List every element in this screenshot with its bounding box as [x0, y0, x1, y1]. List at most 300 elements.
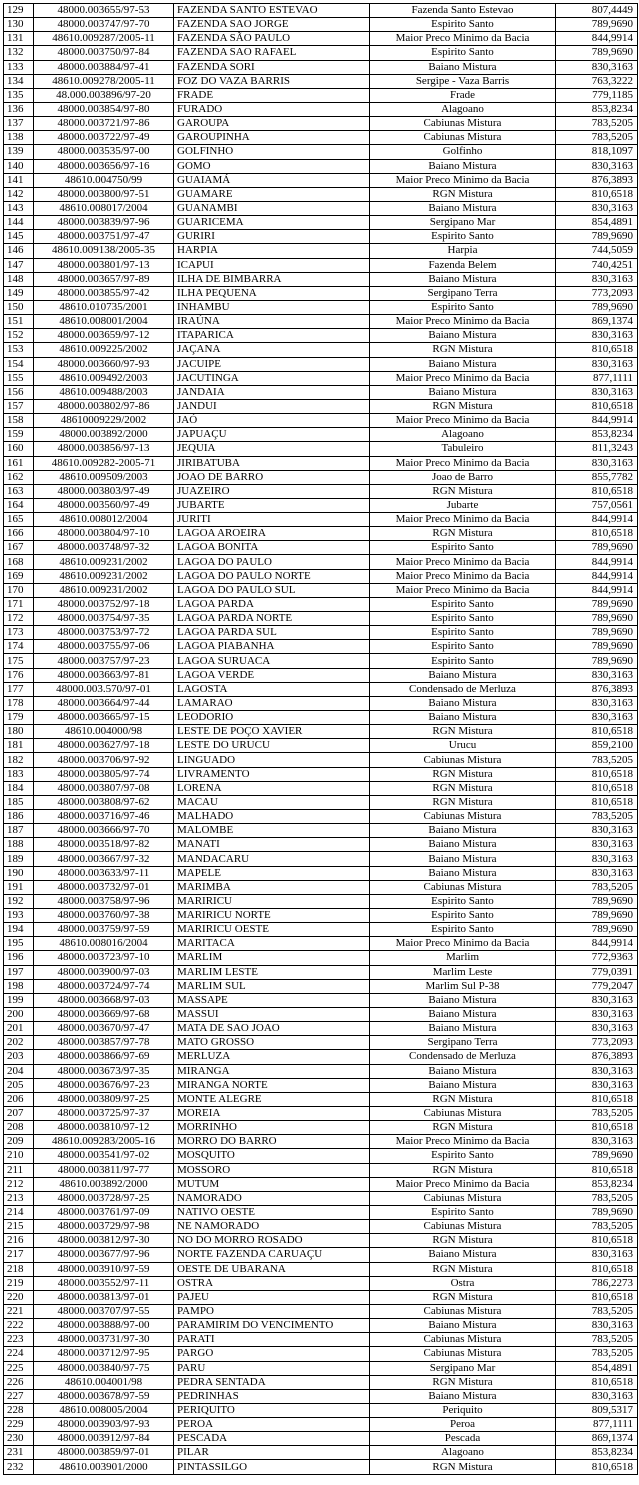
process-number: 48000.003856/97-13: [34, 442, 174, 456]
reference-oil: Pescada: [370, 1432, 556, 1446]
row-number: 133: [4, 60, 34, 74]
row-number: 179: [4, 711, 34, 725]
price-value: 810,6518: [556, 343, 638, 357]
field-name: PEDRA SENTADA: [174, 1375, 370, 1389]
table-row: [4, 1177, 638, 1191]
process-number: 48000.003759/97-59: [34, 923, 174, 937]
field-name: GUARICEMA: [174, 216, 370, 230]
table-row: [4, 88, 638, 102]
reference-oil: Alagoano: [370, 428, 556, 442]
table-row: [4, 1460, 638, 1474]
field-name: NO DO MORRO ROSADO: [174, 1234, 370, 1248]
price-value: 830,3163: [556, 1319, 638, 1333]
reference-oil: Fazenda Belem: [370, 258, 556, 272]
row-number: 232: [4, 1460, 34, 1474]
field-name: NE NAMORADO: [174, 1220, 370, 1234]
field-name: HARPIA: [174, 244, 370, 258]
field-name: PESCADA: [174, 1432, 370, 1446]
row-number: 135: [4, 88, 34, 102]
row-number: 170: [4, 583, 34, 597]
field-name: JIRIBATUBA: [174, 456, 370, 470]
row-number: 226: [4, 1375, 34, 1389]
row-number: 227: [4, 1389, 34, 1403]
price-value: 789,9690: [556, 46, 638, 60]
process-number: 48000.003812/97-30: [34, 1234, 174, 1248]
field-name: MUTUM: [174, 1177, 370, 1191]
row-number: 164: [4, 498, 34, 512]
reference-oil: Maior Preco Minimo da Bacia: [370, 583, 556, 597]
field-name: JAÇANA: [174, 343, 370, 357]
row-number: 211: [4, 1163, 34, 1177]
process-number: 48610.009282-2005-71: [34, 456, 174, 470]
table-row: [4, 1276, 638, 1290]
process-number: 48610.008005/2004: [34, 1403, 174, 1417]
reference-oil: Sergipano Mar: [370, 1361, 556, 1375]
price-value: 783,5205: [556, 1191, 638, 1205]
field-name: PILAR: [174, 1446, 370, 1460]
table-row: [4, 569, 638, 583]
table-row: [4, 1432, 638, 1446]
field-name: MIRANGA NORTE: [174, 1078, 370, 1092]
process-number: 48610.008016/2004: [34, 937, 174, 951]
row-number: 191: [4, 880, 34, 894]
row-number: 161: [4, 456, 34, 470]
table-row: [4, 612, 638, 626]
reference-oil: Espirito Santo: [370, 654, 556, 668]
price-value: 810,6518: [556, 1234, 638, 1248]
row-number: 154: [4, 357, 34, 371]
field-name: PARATI: [174, 1333, 370, 1347]
reference-oil: Maior Preco Minimo da Bacia: [370, 173, 556, 187]
price-value: 779,0391: [556, 965, 638, 979]
field-name: LAGOA SURUACA: [174, 654, 370, 668]
price-value: 830,3163: [556, 824, 638, 838]
row-number: 230: [4, 1432, 34, 1446]
reference-oil: Sergipe - Vaza Barris: [370, 74, 556, 88]
table-row: [4, 767, 638, 781]
process-number: 48000.003659/97-12: [34, 329, 174, 343]
field-name: NATIVO OESTE: [174, 1205, 370, 1219]
row-number: 138: [4, 131, 34, 145]
process-number: 48000.003755/97-06: [34, 640, 174, 654]
process-number: 48000.003747/97-70: [34, 18, 174, 32]
field-name: FAZENDA SAO JORGE: [174, 18, 370, 32]
reference-oil: Baiano Mistura: [370, 696, 556, 710]
reference-oil: RGN Mistura: [370, 1290, 556, 1304]
process-number: 48610.009225/2002: [34, 343, 174, 357]
price-value: 740,4251: [556, 258, 638, 272]
price-value: 876,3893: [556, 1050, 638, 1064]
field-name: LAGOA VERDE: [174, 668, 370, 682]
reference-oil: Espirito Santo: [370, 230, 556, 244]
table-row: [4, 541, 638, 555]
price-value: 763,3222: [556, 74, 638, 88]
table-row: [4, 357, 638, 371]
field-name: ILHA DE BIMBARRA: [174, 272, 370, 286]
price-value: 830,3163: [556, 1007, 638, 1021]
process-number: 48000.003910/97-59: [34, 1262, 174, 1276]
price-value: 876,3893: [556, 173, 638, 187]
row-number: 197: [4, 965, 34, 979]
reference-oil: Jubarte: [370, 498, 556, 512]
row-number: 189: [4, 852, 34, 866]
field-name: MARIMBA: [174, 880, 370, 894]
field-name: PAJEU: [174, 1290, 370, 1304]
price-value: 810,6518: [556, 725, 638, 739]
price-value: 789,9690: [556, 626, 638, 640]
process-number: 48610.004000/98: [34, 725, 174, 739]
process-number: 48000.003752/97-18: [34, 597, 174, 611]
price-value: 830,3163: [556, 838, 638, 852]
price-value: 786,2273: [556, 1276, 638, 1290]
row-number: 156: [4, 385, 34, 399]
field-name: MARIRICU: [174, 894, 370, 908]
table-row: [4, 1262, 638, 1276]
row-number: 177: [4, 682, 34, 696]
field-name: JACUTINGA: [174, 371, 370, 385]
field-name: PERIQUITO: [174, 1403, 370, 1417]
field-name: GUAIAMÁ: [174, 173, 370, 187]
reference-oil: Marlim Sul P-38: [370, 979, 556, 993]
price-value: 810,6518: [556, 795, 638, 809]
process-number: 48000.003748/97-32: [34, 541, 174, 555]
row-number: 214: [4, 1205, 34, 1219]
process-number: 48000.003750/97-84: [34, 46, 174, 60]
row-number: 206: [4, 1092, 34, 1106]
price-value: 830,3163: [556, 201, 638, 215]
table-row: [4, 880, 638, 894]
field-name: LAGOA AROEIRA: [174, 527, 370, 541]
field-name: PAMPO: [174, 1304, 370, 1318]
field-name: GUAMARE: [174, 187, 370, 201]
price-value: 789,9690: [556, 894, 638, 908]
table-row: [4, 1403, 638, 1417]
reference-oil: Fazenda Santo Estevao: [370, 4, 556, 18]
reference-oil: Maior Preco Minimo da Bacia: [370, 1177, 556, 1191]
table-row: [4, 399, 638, 413]
reference-oil: Baiano Mistura: [370, 1389, 556, 1403]
field-name: MARLIM LESTE: [174, 965, 370, 979]
process-number: 48000.003633/97-11: [34, 866, 174, 880]
reference-oil: RGN Mistura: [370, 399, 556, 413]
reference-oil: Baiano Mistura: [370, 711, 556, 725]
reference-oil: Cabiunas Mistura: [370, 1347, 556, 1361]
process-number: 48000.003676/97-23: [34, 1078, 174, 1092]
process-number: 48000.003677/97-96: [34, 1248, 174, 1262]
table-row: [4, 1446, 638, 1460]
field-name: JAPUAÇU: [174, 428, 370, 442]
price-value: 844,9914: [556, 569, 638, 583]
reference-oil: Baiano Mistura: [370, 1022, 556, 1036]
table-row: [4, 979, 638, 993]
field-name: NORTE FAZENDA CARUAÇU: [174, 1248, 370, 1262]
process-number: 48610.010735/2001: [34, 300, 174, 314]
process-number: 48610.008001/2004: [34, 315, 174, 329]
field-name: JOAO DE BARRO: [174, 470, 370, 484]
process-number: 48610.009278/2005-11: [34, 74, 174, 88]
price-value: 830,3163: [556, 1064, 638, 1078]
reference-oil: Cabiunas Mistura: [370, 1191, 556, 1205]
price-value: 830,3163: [556, 329, 638, 343]
price-value: 830,3163: [556, 866, 638, 880]
field-name: GUANAMBI: [174, 201, 370, 215]
process-number: 48000.003757/97-23: [34, 654, 174, 668]
row-number: 202: [4, 1036, 34, 1050]
reference-oil: Peroa: [370, 1418, 556, 1432]
reference-oil: Baiano Mistura: [370, 824, 556, 838]
table-row: [4, 230, 638, 244]
price-value: 783,5205: [556, 1347, 638, 1361]
row-number: 172: [4, 612, 34, 626]
price-value: 818,1097: [556, 145, 638, 159]
field-name: MACAU: [174, 795, 370, 809]
price-value: 876,3893: [556, 682, 638, 696]
field-name: MAPELE: [174, 866, 370, 880]
process-number: 48000.003805/97-74: [34, 767, 174, 781]
process-number: 48000.003840/97-75: [34, 1361, 174, 1375]
row-number: 173: [4, 626, 34, 640]
price-value: 810,6518: [556, 1460, 638, 1474]
row-number: 222: [4, 1319, 34, 1333]
field-name: LEODORIO: [174, 711, 370, 725]
field-name: OSTRA: [174, 1276, 370, 1290]
process-number: 48000.003660/97-93: [34, 357, 174, 371]
reference-oil: Baiano Mistura: [370, 1319, 556, 1333]
reference-oil: Cabiunas Mistura: [370, 880, 556, 894]
price-value: 810,6518: [556, 781, 638, 795]
table-body: [4, 4, 638, 1475]
reference-oil: Tabuleiro: [370, 442, 556, 456]
process-number: 48000.003722/97-49: [34, 131, 174, 145]
table-row: [4, 74, 638, 88]
reference-oil: Maior Preco Minimo da Bacia: [370, 1135, 556, 1149]
table-row: [4, 753, 638, 767]
reference-oil: Espirito Santo: [370, 18, 556, 32]
price-value: 810,6518: [556, 767, 638, 781]
table-row: [4, 1347, 638, 1361]
field-name: MATO GROSSO: [174, 1036, 370, 1050]
field-name: GURIRI: [174, 230, 370, 244]
process-number: 48000.003.570/97-01: [34, 682, 174, 696]
table-row: [4, 1106, 638, 1120]
table-row: [4, 640, 638, 654]
process-number: 48610.009488/2003: [34, 385, 174, 399]
reference-oil: Frade: [370, 88, 556, 102]
reference-oil: Baiano Mistura: [370, 357, 556, 371]
process-number: 48000.003900/97-03: [34, 965, 174, 979]
table-row: [4, 682, 638, 696]
table-row: [4, 1121, 638, 1135]
price-value: 789,9690: [556, 230, 638, 244]
process-number: 48000.003627/97-18: [34, 739, 174, 753]
field-name: JUBARTE: [174, 498, 370, 512]
process-number: 48000.003753/97-72: [34, 626, 174, 640]
process-number: 48000.003758/97-96: [34, 894, 174, 908]
table-row: [4, 315, 638, 329]
field-name: MARLIM SUL: [174, 979, 370, 993]
price-value: 859,2100: [556, 739, 638, 753]
table-row: [4, 216, 638, 230]
price-value: 830,3163: [556, 272, 638, 286]
field-name: JUAZEIRO: [174, 484, 370, 498]
reference-oil: Espirito Santo: [370, 1149, 556, 1163]
table-row: [4, 1234, 638, 1248]
field-name: MALOMBE: [174, 824, 370, 838]
price-value: 810,6518: [556, 1262, 638, 1276]
field-name: MALHADO: [174, 810, 370, 824]
price-value: 779,2047: [556, 979, 638, 993]
reference-oil: Urucu: [370, 739, 556, 753]
reference-oil: Maior Preco Minimo da Bacia: [370, 555, 556, 569]
field-name: PINTASSILGO: [174, 1460, 370, 1474]
table-row: [4, 725, 638, 739]
process-number: 48610.009287/2005-11: [34, 32, 174, 46]
reference-oil: Sergipano Terra: [370, 286, 556, 300]
price-value: 830,3163: [556, 456, 638, 470]
row-number: 146: [4, 244, 34, 258]
process-number: 48610.009492/2003: [34, 371, 174, 385]
field-name: LAGOA DO PAULO SUL: [174, 583, 370, 597]
oil-field-price-table: [3, 3, 638, 1475]
reference-oil: Espirito Santo: [370, 46, 556, 60]
field-name: LAGOA DO PAULO: [174, 555, 370, 569]
table-row: [4, 1248, 638, 1262]
row-number: 145: [4, 230, 34, 244]
row-number: 150: [4, 300, 34, 314]
field-name: LAGOA BONITA: [174, 541, 370, 555]
table-row: [4, 131, 638, 145]
price-value: 789,9690: [556, 1149, 638, 1163]
reference-oil: Harpia: [370, 244, 556, 258]
row-number: 180: [4, 725, 34, 739]
field-name: PARU: [174, 1361, 370, 1375]
row-number: 132: [4, 46, 34, 60]
table-row: [4, 909, 638, 923]
process-number: 48000.003892/2000: [34, 428, 174, 442]
price-value: 789,9690: [556, 654, 638, 668]
row-number: 183: [4, 767, 34, 781]
process-number: 48610.009231/2002: [34, 569, 174, 583]
reference-oil: Joao de Barro: [370, 470, 556, 484]
process-number: 48610.008012/2004: [34, 513, 174, 527]
reference-oil: Alagoano: [370, 1446, 556, 1460]
field-name: LAGOSTA: [174, 682, 370, 696]
process-number: 48000.003667/97-32: [34, 852, 174, 866]
row-number: 158: [4, 414, 34, 428]
row-number: 142: [4, 187, 34, 201]
process-number: 48000.003884/97-41: [34, 60, 174, 74]
process-number: 48000.003731/97-30: [34, 1333, 174, 1347]
row-number: 223: [4, 1333, 34, 1347]
process-number: 48000.003839/97-96: [34, 216, 174, 230]
reference-oil: Espirito Santo: [370, 612, 556, 626]
reference-oil: RGN Mistura: [370, 767, 556, 781]
table-row: [4, 244, 638, 258]
process-number: 48000.003518/97-82: [34, 838, 174, 852]
process-number: 48000.003754/97-35: [34, 612, 174, 626]
reference-oil: Baiano Mistura: [370, 159, 556, 173]
process-number: 48000.003669/97-68: [34, 1007, 174, 1021]
process-number: 48610.009231/2002: [34, 583, 174, 597]
process-number: 48000.003912/97-84: [34, 1432, 174, 1446]
reference-oil: RGN Mistura: [370, 781, 556, 795]
price-value: 809,5317: [556, 1403, 638, 1417]
row-number: 224: [4, 1347, 34, 1361]
price-value: 811,3243: [556, 442, 638, 456]
row-number: 149: [4, 286, 34, 300]
field-name: FOZ DO VAZA BARRIS: [174, 74, 370, 88]
table-row: [4, 343, 638, 357]
price-value: 783,5205: [556, 131, 638, 145]
process-number: 48000.003655/97-53: [34, 4, 174, 18]
process-number: 48000.003857/97-78: [34, 1036, 174, 1050]
price-value: 810,6518: [556, 1290, 638, 1304]
price-value: 877,1111: [556, 371, 638, 385]
price-value: 830,3163: [556, 852, 638, 866]
table-row: [4, 1205, 638, 1219]
reference-oil: Baiano Mistura: [370, 1007, 556, 1021]
reference-oil: Maior Preco Minimo da Bacia: [370, 456, 556, 470]
price-value: 810,6518: [556, 187, 638, 201]
table-row: [4, 711, 638, 725]
row-number: 163: [4, 484, 34, 498]
price-value: 830,3163: [556, 159, 638, 173]
price-value: 830,3163: [556, 1022, 638, 1036]
row-number: 194: [4, 923, 34, 937]
table-row: [4, 18, 638, 32]
price-value: 830,3163: [556, 1389, 638, 1403]
row-number: 192: [4, 894, 34, 908]
table-row: [4, 456, 638, 470]
row-number: 185: [4, 795, 34, 809]
row-number: 199: [4, 993, 34, 1007]
row-number: 181: [4, 739, 34, 753]
row-number: 209: [4, 1135, 34, 1149]
price-value: 789,9690: [556, 909, 638, 923]
field-name: INHAMBU: [174, 300, 370, 314]
price-value: 810,6518: [556, 1092, 638, 1106]
row-number: 221: [4, 1304, 34, 1318]
reference-oil: RGN Mistura: [370, 484, 556, 498]
table-row: [4, 513, 638, 527]
row-number: 162: [4, 470, 34, 484]
table-row: [4, 937, 638, 951]
reference-oil: Baiano Mistura: [370, 201, 556, 215]
row-number: 167: [4, 541, 34, 555]
table-row: [4, 1050, 638, 1064]
table-row: [4, 498, 638, 512]
price-value: 830,3163: [556, 993, 638, 1007]
price-value: 773,2093: [556, 286, 638, 300]
table-row: [4, 60, 638, 74]
process-number: 48000.003664/97-44: [34, 696, 174, 710]
reference-oil: Cabiunas Mistura: [370, 810, 556, 824]
reference-oil: Baiano Mistura: [370, 60, 556, 74]
table-row: [4, 385, 638, 399]
table-row: [4, 1007, 638, 1021]
process-number: 48610.003901/2000: [34, 1460, 174, 1474]
table-row: [4, 145, 638, 159]
field-name: OESTE DE UBARANA: [174, 1262, 370, 1276]
row-number: 174: [4, 640, 34, 654]
row-number: 152: [4, 329, 34, 343]
price-value: 830,3163: [556, 1135, 638, 1149]
price-value: 783,5205: [556, 753, 638, 767]
process-number: 48610.004750/99: [34, 173, 174, 187]
reference-oil: Espirito Santo: [370, 597, 556, 611]
row-number: 157: [4, 399, 34, 413]
field-name: LAGOA PIABANHA: [174, 640, 370, 654]
